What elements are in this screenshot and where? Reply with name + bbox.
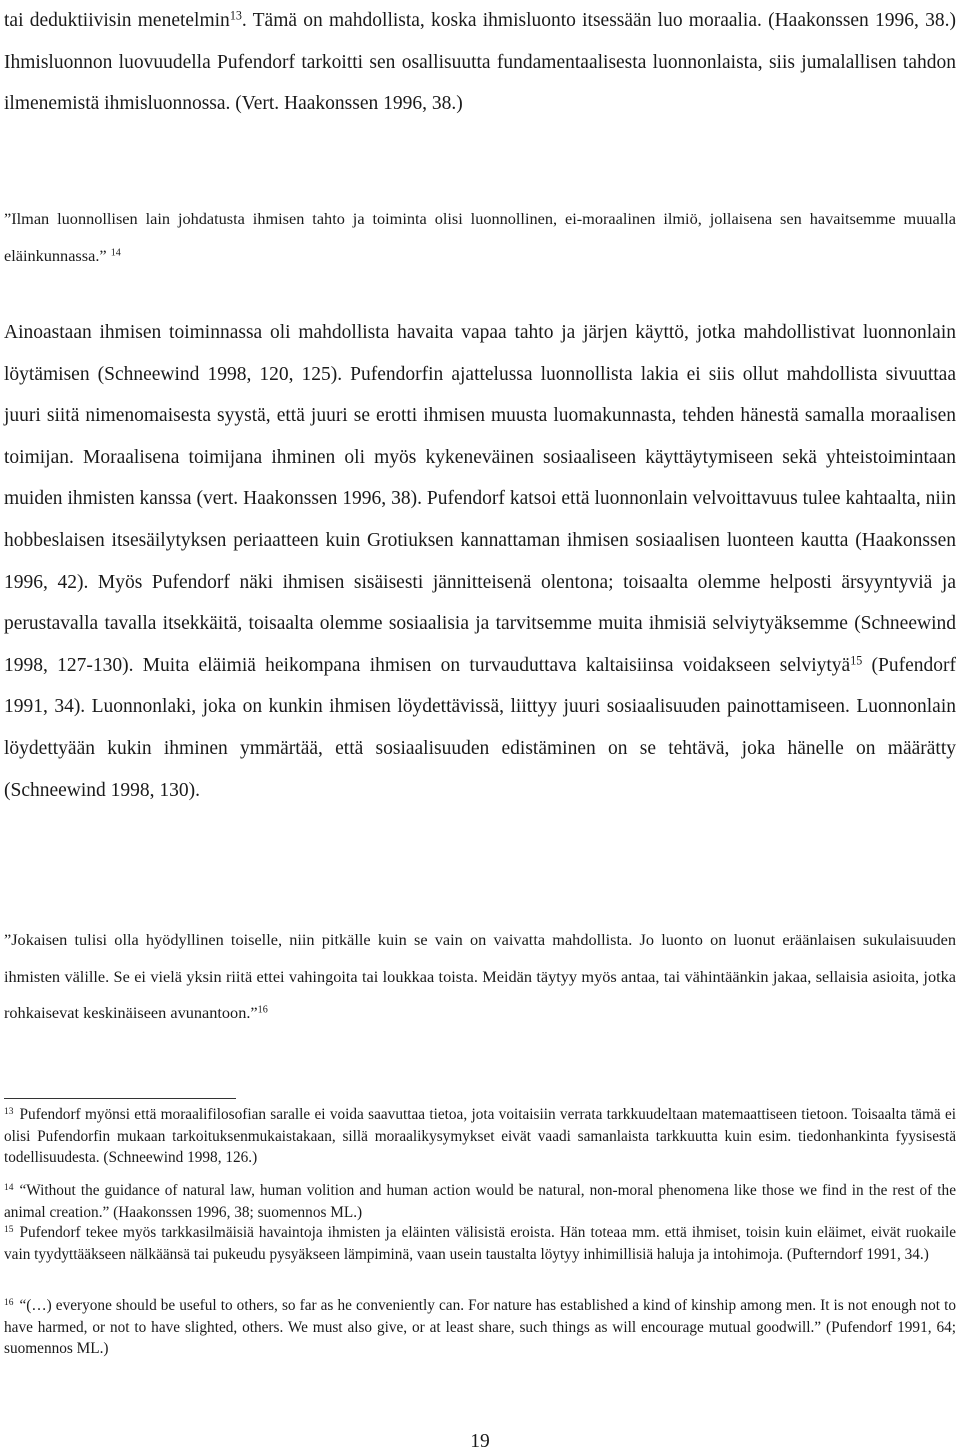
footnote-13 (4, 1104, 956, 1169)
paragraph-text: (Pufendorf 1991, 34). Luonnonlaki, joka on kunkin ihmisen löydettävissä, liittyy juuri sosiaalisuuden painottamiseen. Luonnonlain löydettyään kukin ihminen ymmärtää, että sosiaalisuuden edistäminen on se tehtävä, joka hänelle on määrätty (Schneewind 1998, 130). (4, 654, 956, 801)
footnote-text: Pufendorf tekee myös tarkkasilmäisiä havaintoja ihmisten ja eläinten välisistä eroista. Hän toteaa mm. että ihmiset, toisin kuin eläimet, eivät ruokaile vain tyydyttääkseen nälkäänsä tai pukeudu pysyäkseen lämpiminä, vaan usein taustalta löytyy inhimillisiä haluja ja intohimoja. (Pufterndorf 1991, 34.) (4, 1224, 956, 1263)
footnote-ref-15[interactable]: 15 (850, 653, 863, 668)
footnote-ref-16[interactable]: 16 (257, 1004, 268, 1016)
footnote-15 (4, 1222, 956, 1265)
body-paragraph-1 (4, 0, 956, 125)
footnote-ref-14[interactable]: 14 (110, 247, 121, 259)
footnote-number: 13 (4, 1106, 14, 1117)
footnote-16 (4, 1295, 956, 1360)
footnote-separator (4, 1098, 236, 1099)
footnote-number: 14 (4, 1182, 14, 1193)
footnote-text: Pufendorf myönsi että moraalifilosofian saralle ei voida saavuttaa tietoa, jota voitaisiin verrata tarkkuudeltaan matemaattiseen tietoon. Toisaalta tämä ei olisi Pufendorfin mukaan tarkoituksenmukaistakaan, sillä moraalikysymykset eivät vaadi samanlaista tarkkuutta kuin esim. tiedonhankinta fyysisestä todellisuudesta. (Schneewind 1998, 126.) (4, 1106, 956, 1166)
footnote-14 (4, 1180, 956, 1223)
block-quote-1 (4, 200, 956, 274)
body-paragraph-2 (4, 312, 956, 811)
quote-text: ”Ilman luonnollisen lain johdatusta ihmisen tahto ja toiminta olisi luonnollinen, ei-moraalinen ilmiö, jollaisena sen havaitsemme muualla eläinkunnassa.” (4, 209, 956, 265)
paragraph-text: Ainoastaan ihmisen toiminnassa oli mahdollista havaita vapaa tahto ja järjen käyttö, jotka mahdollistivat luonnonlain löytämisen (Schneewind 1998, 120, 125). Pufendorfin ajattelussa luonnollista lakia ei siis ollut mahdollista sivuuttaa juuri siitä nimenomaisesta syystä, että juuri se erotti ihmisen muusta luomakunnasta, tehden hänestä samalla moraalisen toimijan. Moraalisena toimijana ihminen oli myös kykeneväinen sosiaaliseen käyttäytymiseen sekä yhteistoimintaan muiden ihmisten kanssa (vert. Haakonssen 1996, 38). Pufendorf katsoi että luonnonlain velvoittavuus tulee kahtaalta, niin hobbeslaisen itsesäilytyksen periaatteen kuin Grotiuksen kannattaman ihmisen sosiaalisen luonteen kautta (Haakonssen 1996, 42). Myös Pufendorf näki ihmisen sisäisesti jännitteisenä olentona; toisaalta olemme helposti ärsyyntyviä ja perustavalla tavalla itsekkäitä, toisaalta olemme sosiaalisia ja tarvitsemme muita ihmisiä selviytyäksemme (Schneewind 1998, 127-130). Muita eläimiä heikompana ihmisen on turvauduttava kaltaisiinsa voidakseen selviytyä (4, 322, 956, 676)
paragraph-text: . Tämä on mahdollista, koska ihmisluonto itsessään luo moraalia. (Haakonssen 1996, 38.) Ihmisluonnon luovuudella Pufendorf tarkoitti sen osallisuutta fundamentaalisesta luonnonlaista, siis jumalallisen tahdon ilmenemistä ihmisluonnossa. (Vert. Haakonssen 1996, 38.) (4, 10, 956, 114)
paragraph-text: tai deduktiivisin menetelmin (4, 10, 230, 31)
footnote-text: “(…) everyone should be useful to others, so far as he conveniently can. For nature has established a kind of kinship among men. It is not enough not to have harmed, or not to have slighted, others. We must also give, or at least share, such things as will encourage mutual goodwill.” (Pufendorf 1991, 64; suomennos ML.) (4, 1297, 956, 1357)
page-number: 19 (470, 1431, 490, 1452)
footnote-number: 16 (4, 1297, 14, 1308)
quote-text: ”Jokaisen tulisi olla hyödyllinen toiselle, niin pitkälle kuin se vain on vaivatta mahdollista. Jo luonto on luonut eräänlaisen sukulaisuuden ihmisten välille. Se ei vielä yksin riitä ettei vahingoita tai loukkaa toista. Meidän täytyy myös antaa, tai vähintäänkin jakaa, sellaisia asioita, jotka rohkaisevat keskinäiseen avunantoon.” (4, 930, 956, 1022)
footnote-text: “Without the guidance of natural law, human volition and human action would be natural, non-moral phenomena like those we find in the rest of the animal creation.” (Haakonssen 1996, 38; suomennos ML.) (4, 1182, 956, 1221)
footnote-ref-13[interactable]: 13 (229, 8, 242, 23)
block-quote-2 (4, 922, 956, 1032)
footnote-number: 15 (4, 1224, 14, 1235)
